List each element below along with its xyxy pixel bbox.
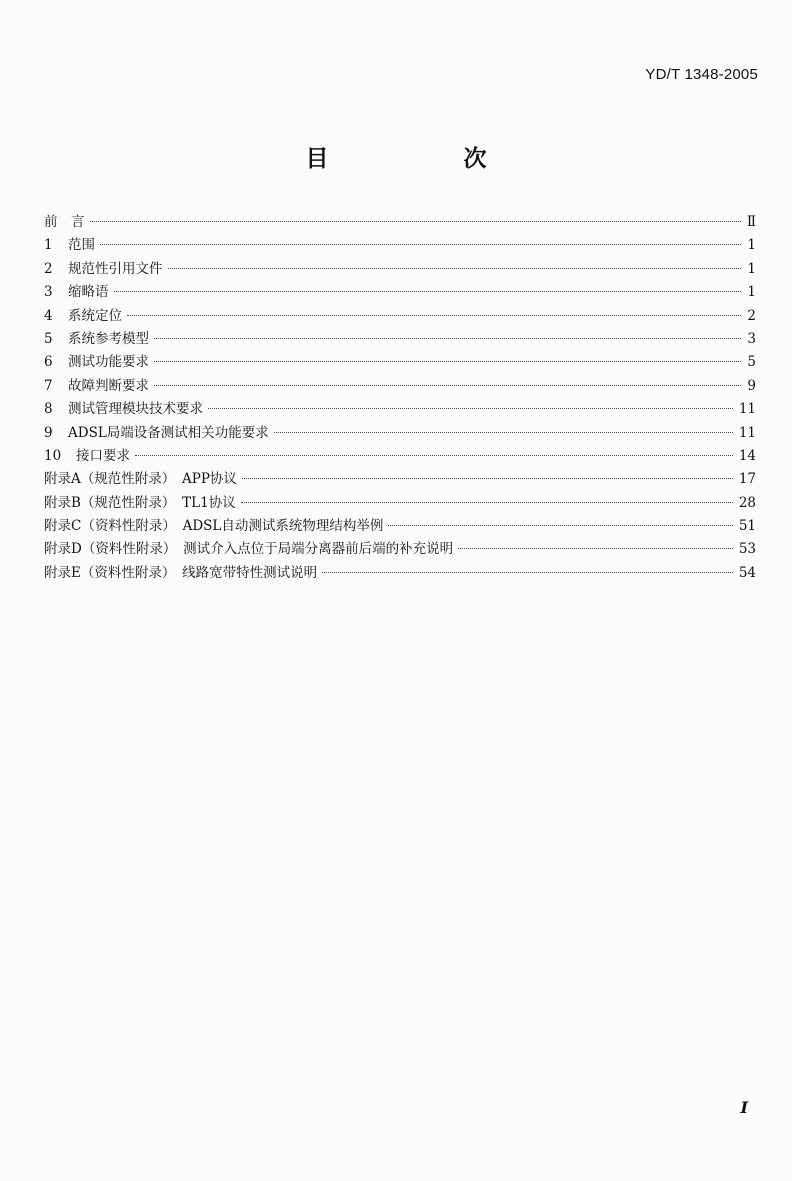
toc-entry-1[interactable] bbox=[44, 233, 756, 256]
toc-entry-appendix-e[interactable] bbox=[44, 561, 756, 584]
toc-leader-dots bbox=[322, 572, 733, 573]
toc-leader-dots bbox=[154, 361, 741, 362]
toc-leader-dots bbox=[388, 525, 732, 526]
toc-entry-6[interactable] bbox=[44, 350, 756, 373]
toc-leader-dots bbox=[241, 502, 733, 503]
toc-entry-label: 附录E（资料性附录） 线路宽带特性测试说明 bbox=[44, 564, 318, 581]
toc-entry-page: 1 bbox=[747, 284, 756, 301]
toc-entry-label: 范围 bbox=[68, 237, 95, 254]
toc-entry-appendix-c[interactable] bbox=[44, 514, 756, 537]
toc-entry-label: 附录B（规范性附录） TL1协议 bbox=[44, 494, 236, 511]
toc-entry-appendix-d[interactable] bbox=[44, 537, 756, 560]
toc-leader-dots bbox=[242, 478, 733, 479]
toc-entry-appendix-b[interactable] bbox=[44, 491, 756, 514]
toc-entry-page: 11 bbox=[738, 424, 756, 441]
toc-entry-page: 14 bbox=[738, 447, 756, 464]
page-number: Ⅰ bbox=[740, 1098, 748, 1117]
toc-leader-dots bbox=[127, 315, 741, 316]
toc-entry-page: 2 bbox=[747, 307, 756, 324]
toc-entry-number: 9 bbox=[44, 424, 53, 441]
toc-entry-label: 系统参考模型 bbox=[68, 330, 149, 347]
toc-entry-label: 规范性引用文件 bbox=[68, 260, 163, 277]
toc-entry-page: 1 bbox=[747, 260, 756, 277]
toc-entry-page: 51 bbox=[738, 518, 756, 535]
toc-entry-appendix-a[interactable] bbox=[44, 467, 756, 490]
toc-leader-dots bbox=[100, 244, 741, 245]
toc-leader-dots bbox=[135, 455, 733, 456]
toc-entry-label: 系统定位 bbox=[68, 307, 122, 324]
toc-entry-label: 接口要求 bbox=[76, 447, 130, 464]
toc-entry-10[interactable] bbox=[44, 444, 756, 467]
toc-entry-label: 附录C（资料性附录） ADSL自动测试系统物理结构举例 bbox=[44, 518, 384, 535]
toc-entry-label: 附录D（资料性附录） 测试介入点位于局端分离器前后端的补充说明 bbox=[44, 541, 454, 558]
toc-entry-8[interactable] bbox=[44, 397, 756, 420]
toc-entry-2[interactable] bbox=[44, 257, 756, 280]
toc-entry-number: 1 bbox=[44, 237, 53, 254]
toc-entry-label: 故障判断要求 bbox=[68, 377, 149, 394]
toc-entry-page: Ⅱ bbox=[746, 214, 756, 230]
toc-entry-page: 54 bbox=[738, 564, 756, 581]
toc-entry-foreword[interactable] bbox=[44, 210, 756, 233]
toc-leader-dots bbox=[208, 408, 733, 409]
toc-entry-page: 11 bbox=[738, 401, 756, 418]
toc-entry-label: 测试功能要求 bbox=[68, 354, 149, 371]
page-title: 目 次 bbox=[305, 146, 543, 172]
toc-entry-label: 测试管理模块技术要求 bbox=[68, 401, 203, 418]
toc-entry-number: 6 bbox=[44, 354, 53, 371]
toc-entry-label: 附录A（规范性附录） APP协议 bbox=[44, 471, 237, 488]
toc-leader-dots bbox=[274, 432, 733, 433]
toc-leader-dots bbox=[114, 291, 742, 292]
toc-entry-number: 4 bbox=[44, 307, 53, 324]
toc-entry-label: ADSL局端设备测试相关功能要求 bbox=[68, 424, 269, 441]
toc-entry-page: 28 bbox=[738, 494, 756, 511]
toc-entry-3[interactable] bbox=[44, 280, 756, 303]
toc-entry-label: 前 言 bbox=[44, 214, 85, 230]
toc-entry-label: 缩略语 bbox=[68, 284, 109, 301]
toc-entry-page: 53 bbox=[738, 541, 756, 558]
toc-leader-dots bbox=[168, 268, 742, 269]
toc-entry-number: 2 bbox=[44, 260, 53, 277]
standard-number: YD/T 1348-2005 bbox=[645, 66, 758, 83]
toc-entry-page: 9 bbox=[747, 377, 756, 394]
toc-entry-page: 17 bbox=[738, 471, 756, 488]
toc-entry-page: 1 bbox=[747, 237, 756, 254]
table-of-contents bbox=[44, 210, 756, 584]
toc-entry-number: 7 bbox=[44, 377, 53, 394]
toc-entry-page: 5 bbox=[747, 354, 756, 371]
toc-entry-5[interactable] bbox=[44, 327, 756, 350]
toc-entry-7[interactable] bbox=[44, 374, 756, 397]
toc-entry-page: 3 bbox=[747, 330, 756, 347]
toc-entry-9[interactable] bbox=[44, 421, 756, 444]
toc-entry-number: 5 bbox=[44, 330, 53, 347]
toc-leader-dots bbox=[458, 548, 733, 549]
toc-leader-dots bbox=[154, 338, 741, 339]
toc-entry-number: 10 bbox=[44, 447, 62, 464]
toc-entry-4[interactable] bbox=[44, 304, 756, 327]
toc-entry-number: 8 bbox=[44, 401, 53, 418]
toc-leader-dots bbox=[90, 221, 741, 222]
toc-leader-dots bbox=[154, 385, 741, 386]
toc-entry-number: 3 bbox=[44, 284, 53, 301]
